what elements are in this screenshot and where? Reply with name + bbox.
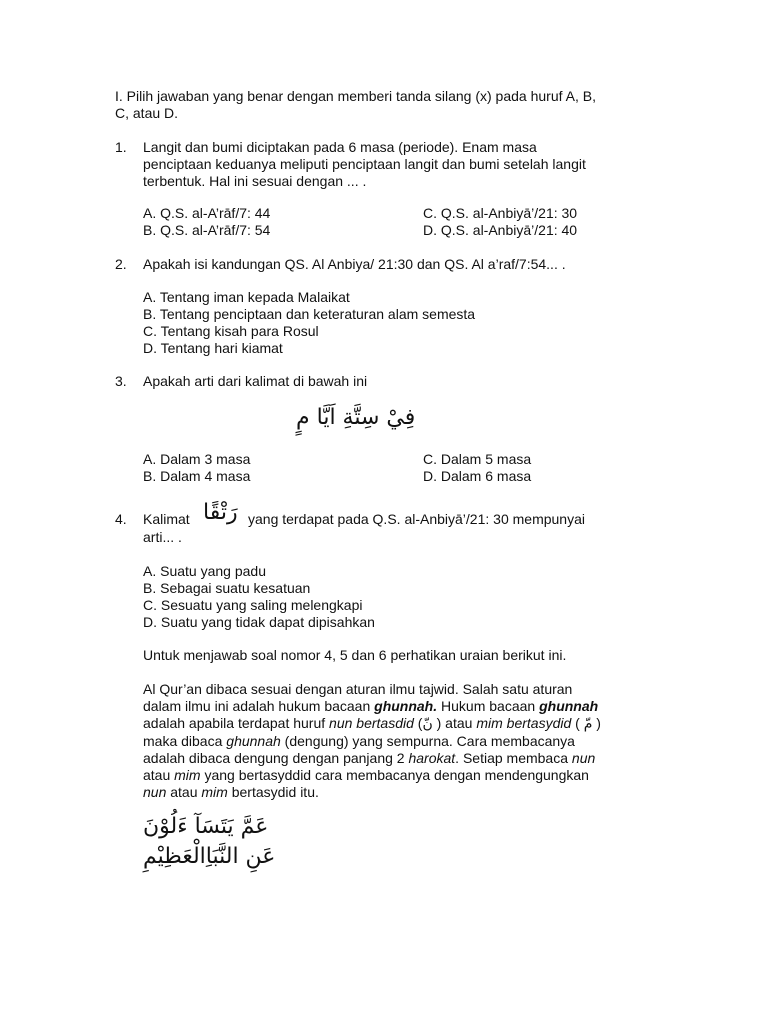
question-4-option-a[interactable]: A. Suatu yang padu — [143, 563, 266, 579]
question-1-line-2: penciptaan keduanya meliputi penciptaan langit dan bumi setelah langit — [143, 156, 586, 172]
question-2-options — [143, 289, 475, 357]
question-1-option-a[interactable]: A. Q.S. al-A’rāf/7: 44 — [143, 205, 271, 221]
question-2-option-a[interactable]: A. Tentang iman kepada Malaikat — [143, 289, 350, 305]
paragraph-line-1: Al Qur’an dibaca sesuai dengan aturan ilmu tajwid. Salah satu aturan — [143, 681, 573, 697]
question-4-number: 4. — [115, 511, 127, 527]
reading-intro: Untuk menjawab soal nomor 4, 5 dan 6 perhatikan uraian berikut ini. — [143, 647, 567, 663]
question-1-option-d[interactable]: D. Q.S. al-Anbiyā’/21: 40 — [423, 222, 578, 238]
question-1-line-1: Langit dan bumi diciptakan pada 6 masa (periode). Enam masa — [143, 139, 537, 155]
question-1-text — [143, 139, 586, 190]
question-4-option-c[interactable]: C. Sesuatu yang saling melengkapi — [143, 597, 363, 613]
question-4-prefix: Kalimat — [143, 511, 190, 527]
paragraph-line-4: maka dibaca ghunnah (dengung) yang sempurna. Cara membacanya — [143, 733, 575, 749]
paragraph-line-7: nun atau mim bertasydid itu. — [143, 784, 319, 800]
paragraph-line-6: atau mim yang bertasyddid cara membacanya dengan mendengungkan — [143, 767, 589, 783]
question-2-option-d[interactable]: D. Tentang hari kiamat — [143, 340, 283, 356]
paragraph-line-2: dalam ilmu ini adalah hukum bacaan ghunnah. Hukum bacaan ghunnah — [143, 698, 599, 714]
paragraph-line-5: adalah dibaca dengung dengan panjang 2 harokat. Setiap membaca nun — [143, 750, 596, 766]
question-3-option-c[interactable]: C. Dalam 5 masa — [423, 451, 532, 467]
question-4-option-d[interactable]: D. Suatu yang tidak dapat dipisahkan — [143, 614, 375, 630]
question-4-suffix: yang terdapat pada Q.S. al-Anbiyā’/21: 30 mempunyai — [248, 511, 585, 527]
question-3-option-a[interactable]: A. Dalam 3 masa — [143, 451, 251, 467]
tajwid-paragraph — [143, 681, 601, 801]
question-2-number: 2. — [115, 256, 127, 272]
question-3-arabic-phrase: فِيْ سِتَّةِ اَيَّا مٍ — [296, 405, 416, 430]
verse-line-2: عَنِ النَّبَاِالْعَظِيْمِ — [143, 844, 276, 869]
question-4-line-2: arti... . — [143, 529, 182, 545]
question-2-option-c[interactable]: C. Tentang kisah para Rosul — [143, 323, 319, 339]
question-4-arabic-word: رَتْقًا — [203, 500, 238, 525]
question-3-option-d[interactable]: D. Dalam 6 masa — [423, 468, 532, 484]
question-4-options — [143, 563, 375, 631]
instruction — [115, 88, 596, 122]
question-3-text: Apakah arti dari kalimat di bawah ini — [143, 373, 368, 389]
question-1-line-3: terbentuk. Hal ini sesuai dengan ... . — [143, 173, 367, 189]
instruction-line-1: I. Pilih jawaban yang benar dengan memberi tanda silang (x) pada huruf A, B, — [115, 88, 596, 104]
paragraph-line-3: adalah apabila terdapat huruf nun bertasdid (نّ ) atau mim bertasydid ( مّ ) — [143, 715, 601, 732]
question-4-option-b[interactable]: B. Sebagai suatu kesatuan — [143, 580, 311, 596]
question-3-option-b[interactable]: B. Dalam 4 masa — [143, 468, 251, 484]
question-1-option-c[interactable]: C. Q.S. al-Anbiyā’/21: 30 — [423, 205, 578, 221]
instruction-line-2: C, atau D. — [115, 105, 179, 121]
verse-line-1: عَمَّ يَتَسَآ ءَلُوْنَ — [143, 814, 269, 839]
question-2-text: Apakah isi kandungan QS. Al Anbiya/ 21:30 dan QS. Al a’raf/7:54... . — [143, 256, 566, 272]
question-1-option-b[interactable]: B. Q.S. al-A’rāf/7: 54 — [143, 222, 271, 238]
question-3-number: 3. — [115, 373, 127, 389]
question-1-number: 1. — [115, 139, 127, 155]
question-2-option-b[interactable]: B. Tentang penciptaan dan keteraturan alam semesta — [143, 306, 476, 322]
